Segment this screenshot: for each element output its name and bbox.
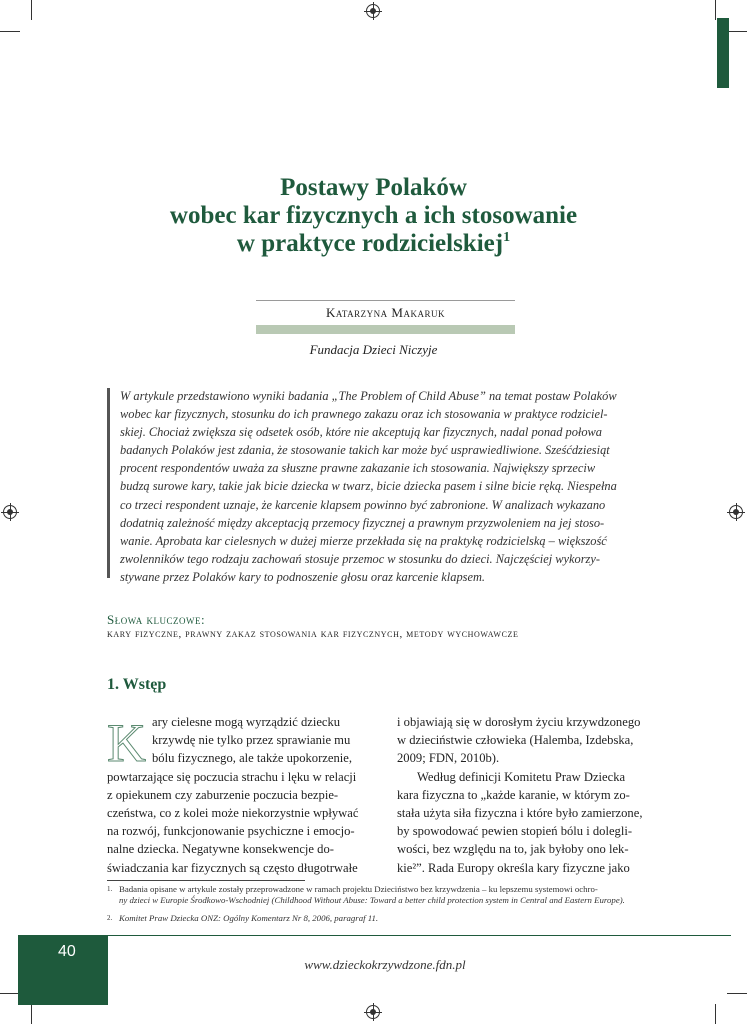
abstract-line: stywane przez Polaków kary to podnoszenie głosu oraz karcenie klapsem. <box>120 569 486 584</box>
abstract-line: wanie. Aprobata kar cielesnych w dużej mierze przekłada się na praktykę rodzicielską – większość <box>120 533 607 548</box>
title-line-3: w praktyce rodzicielskiej$^1$ <box>236 230 511 257</box>
abstract-line: co trzeci respondent uznaje, że karcenie klapsem powinno być zabronione. W analizach wykazano <box>120 497 606 512</box>
footnote-line: Komitet Praw Dziecka ONZ: Ogólny Komentarz Nr 8, 2006, paragraf 11. <box>119 913 379 923</box>
body-right-column <box>397 713 667 877</box>
registration-mark-icon <box>729 505 743 519</box>
registration-mark-icon <box>3 505 17 519</box>
author-rule <box>256 300 515 301</box>
body-line: kie²”. Rada Europy określa kary fizyczne jako <box>397 860 630 875</box>
body-line: z opiekunem czy zaburzenie poczucia bezpie- <box>107 787 339 802</box>
abstract-line: budzą surowe kary, takie jak bicie dziecka w twarz, bicie dziecka pasem i silne bicie ręką. Niespełna <box>120 479 617 494</box>
body-line: powtarzające się poczucia strachu i lęku w relacji <box>107 769 357 784</box>
keywords-label: Słowa kluczowe: <box>107 612 206 627</box>
title-line-1: Postawy Polaków <box>280 174 467 201</box>
section-heading: 1. Wstęp <box>107 676 167 693</box>
page-number: 40 <box>58 943 76 960</box>
crop-mark <box>727 31 747 32</box>
body-line: 2009; FDN, 2010b). <box>397 751 500 766</box>
footnote-rule <box>107 880 305 881</box>
crop-mark <box>715 1004 716 1024</box>
author-bar <box>256 325 515 334</box>
abstract-line: W artykule przedstawiono wyniki badania „The Problem of Child Abuse” na temat postaw Polaków <box>120 389 617 403</box>
page-tab-marker <box>717 18 729 88</box>
abstract-line: zwolenników tego rodzaju zachowań stosuje przemoc w stosunku do dzieci. Najczęściej wykorzy- <box>120 551 600 566</box>
abstract <box>120 387 668 586</box>
abstract-line: procent respondentów uważa za słuszne prawne zakazanie ich stosowania. Największy sprzeciw <box>120 461 596 476</box>
crop-mark <box>727 993 747 994</box>
registration-mark-icon <box>366 1005 380 1019</box>
footnote-line: ny dzieci w Europie Środkowo-Wschodniej (Childhood Without Abuse: Toward a better child protection system in Central and Eastern Europe). <box>119 895 625 905</box>
footnote-number: 2. <box>107 914 113 922</box>
page-number-box <box>18 935 108 1005</box>
crop-mark <box>31 1004 32 1024</box>
body-line: czeństwa, co z kolei może niekorzystnie wpływać <box>107 806 359 821</box>
footer-url: www.dzieckokrzywdzone.fdn.pl <box>304 957 466 972</box>
crop-mark <box>715 0 716 20</box>
abstract-line: badanych Polaków jest zdania, że stosowanie takich kar może być usprawiedliwione. Sześćdziesiąt <box>120 443 610 458</box>
body-line: by spowodować pewien stopień bólu i dolegli- <box>397 824 633 839</box>
abstract-line: skiej. Chociaż zwiększa się odsetek osób, które nie akceptują kar fizycznych, nadal ponad połowa <box>120 425 603 440</box>
crop-mark <box>31 0 32 20</box>
body-line: kara fizyczna to „każde karanie, w którym zo- <box>397 787 630 802</box>
footnote-number: 1. <box>107 885 113 893</box>
body-line: nalne dziecka. Negatywne konsekwencje do- <box>107 842 334 857</box>
body-line: świadczania kar fizycznych są często długotrwałe <box>107 860 358 875</box>
affiliation: Fundacja Dzieci Niczyje <box>309 342 438 357</box>
body-line: krzywdę nie tylko przez sprawianie mu <box>152 733 351 748</box>
body-line: Według definicji Komitetu Praw Dziecka <box>417 769 626 784</box>
body-line: na rozwój, funkcjonowanie psychiczne i emocjo- <box>107 824 355 839</box>
body-line: stała użyta siła fizyczna i które było zamierzone, <box>397 806 643 821</box>
footnote-line: Badania opisane w artykule zostały przeprowadzone w ramach projektu Dzieciństwo bez krzywdzenia – ku lepszemu systemowi ochro- <box>119 884 598 894</box>
body-line: w dzieciństwie człowieka (Halemba, Izdebska, <box>397 733 634 748</box>
footer-rule <box>107 935 731 936</box>
title-footnote-ref: 1 <box>503 230 511 245</box>
author-name: Katarzyna Makaruk <box>326 305 445 320</box>
abstract-bar <box>107 388 110 578</box>
crop-mark <box>0 993 20 994</box>
body-left-column <box>107 713 374 877</box>
body-line: bólu fizycznego, ale także upokorzenie, <box>152 751 353 766</box>
body-line: i objawiają się w dorosłym życiu krzywdzonego <box>397 715 641 729</box>
abstract-line: wobec kar fizycznych, stosunku do ich prawnego zakazu oraz ich stosowania w praktyce rodziciel- <box>120 407 608 422</box>
title-line-2: wobec kar fizycznych a ich stosowanie <box>169 202 578 229</box>
body-line: wości, bez względu na to, jak byłoby ono lek- <box>397 842 629 857</box>
registration-mark-icon <box>366 4 380 18</box>
drop-cap: K <box>107 713 146 773</box>
article-title <box>100 174 647 258</box>
keywords-text: kary fizyczne, prawny zakaz stosowania kar fizycznych, metody wychowawcze <box>107 628 519 640</box>
abstract-line: dodatnią zależność między akceptacją przemocy fizycznej a prawnym przyzwoleniem na jej stoso- <box>120 515 605 530</box>
crop-mark <box>0 31 20 32</box>
body-line: ary cielesne mogą wyrządzić dziecku <box>152 715 341 729</box>
